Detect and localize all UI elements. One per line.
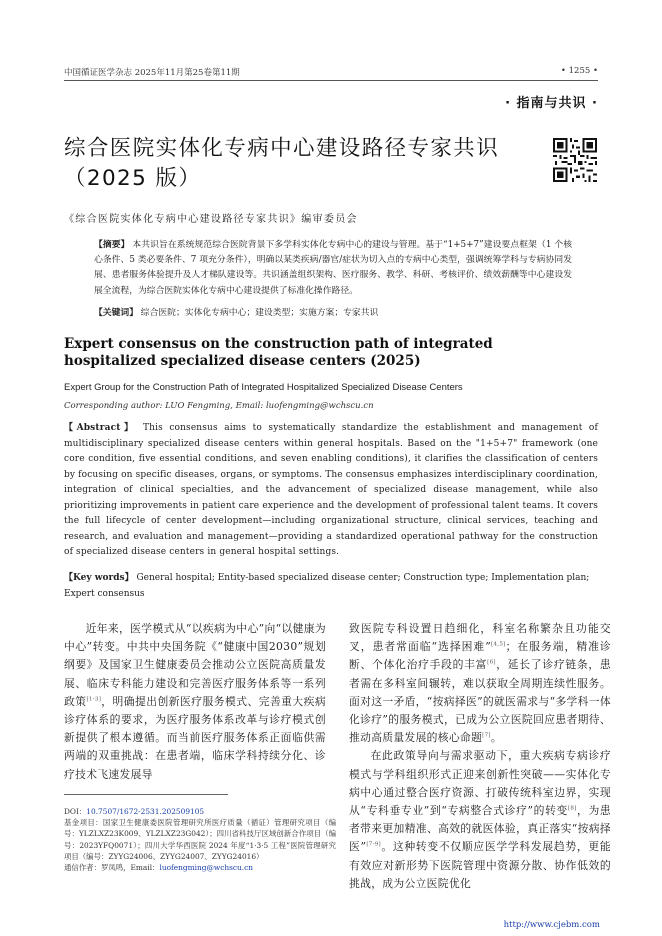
english-authors: Expert Group for the Construction Path of Integrated Hospitalized Specialized Disease Centers: [64, 382, 463, 393]
keywords-cn-label: 【关键词】: [94, 308, 138, 318]
citation[interactable]: [8]: [567, 805, 577, 812]
keywords-cn-text: 综合医院；实体化专病中心；建设类型；实施方案；专家共识: [138, 308, 379, 318]
section-tag: · 指南与共识 ·: [505, 96, 598, 111]
body-text: ，为患者带来更加精准、高效的就医体验，真正落实“按病择医”: [349, 804, 611, 854]
body-text: 。: [490, 731, 502, 745]
journal-website-link[interactable]: http://www.cjebm.com: [503, 920, 600, 930]
citation[interactable]: [4,5]: [491, 641, 506, 648]
keywords-en: [64, 571, 598, 602]
english-title: Expert consensus on the construction path of integrated hospitalized specialized disease centers (2025): [64, 336, 493, 369]
corresponding-author: Corresponding author: LUO Fengming, Email: luofengming@wchscu.cn: [64, 401, 374, 411]
header-divider: [64, 80, 598, 81]
citation[interactable]: [1-3]: [86, 696, 102, 703]
body-text: 致医院专科设置日趋细化，科室名称繁杂且功能交叉，患者常面临“选择困难”: [349, 622, 611, 654]
abstract-cn-label: 【摘要】: [94, 240, 130, 250]
page-number: • 1255 •: [560, 66, 598, 76]
citation[interactable]: [7]: [482, 732, 491, 739]
doi-label: DOI：: [64, 807, 87, 816]
abstract-en-text: This consensus aims to systematically standardize the establishment and management of multidisciplinary specialized disease centers within general hospitals. Based on the "1+5+7" framework (one core condition, five essential conditions, and seven enabling conditions), it clarifies the classification of centers by focusing on specific diseases, organs, or symptoms. The consensus emphasizes interdisciplinary coordination, integration of clinical specialties, and the advancement of specialized disease management, while also prioritizing improvements in patient care experience and the development of professional talent teams. It covers the full lifecycle of center development—including organizational structure, clinical services, teaching and research, and evaluation and management—providing a standardized operational pathway for the construction of specialized disease centers in general hospital settings.: [64, 423, 598, 558]
body-column-left: [64, 620, 326, 784]
contact-line: [64, 862, 336, 873]
keywords-cn: [94, 305, 572, 318]
contact-label: 通信作者：罗凤鸣，Email：: [64, 863, 160, 873]
body-text: ，延长了诊疗链条，患者需在多科室间辗转，难以获取全周期连续性服务。面对这一矛盾，“按病择医”的就医需求与“多学科一体化诊疗”的服务模式，已成为公立医院回应患者期待、推动高质量发展的核心命题: [349, 658, 611, 745]
body-text: ，明确提出创新医疗服务模式、完善重大疾病诊疗体系的要求，为医疗服务体系改革与诊疗模式创新提供了根本遵循。而当前医疗服务体系正面临供需两端的双重挑战：在患者端，临床学科持续分化、诊疗技术飞速发展导: [64, 694, 327, 781]
body-paragraph: [349, 620, 611, 747]
doi-link[interactable]: 10.7507/1672-2531.202509105: [86, 807, 205, 816]
citation[interactable]: [6]: [487, 659, 496, 666]
body-paragraph: [64, 620, 326, 784]
abstract-cn: [94, 238, 572, 299]
doi-line: [64, 806, 336, 817]
authors-cn: 《综合医院实体化专病中心建设路径专家共识》编审委员会: [64, 214, 358, 225]
body-paragraph: [349, 747, 611, 893]
article-title: 综合医院实体化专病中心建设路径专家共识（2025 版）: [64, 136, 500, 191]
keywords-en-label: 【Key words】: [64, 573, 134, 583]
citation[interactable]: [7-9]: [366, 841, 381, 848]
footnotes: [64, 806, 336, 873]
body-text: 在此政策导向与需求驱动下，重大疾病专病诊疗模式与学科组织形式正迎来创新性突破——实体化专病中心通过整合医疗资源、打破传统科室边界，实现从“专科垂专业”到“专病整合式诊疗”的转变: [349, 749, 611, 818]
body-column-right: [349, 620, 611, 893]
abstract-en: [64, 421, 598, 561]
body-text: 。这种转变不仅顺应医学学科发展趋势，更能有效应对新形势下医院管理中资源分散、协作低效的挑战，成为公立医院优化: [349, 840, 612, 890]
abstract-en-label: 【Abstract】: [64, 423, 137, 433]
keywords-en-text: General hospital; Entity-based specialized disease center; Construction type; Implementation plan; Expert consensus: [64, 573, 590, 599]
abstract-cn-text: 本共识旨在系统规范综合医院背景下多学科实体化专病中心的建设与管理。基于“1+5+7”建设要点框架（1 个核心条件、5 类必要条件、7 项充分条件），明确以某类疾病/器官/症状为切入点的专病中心类型，强调统筹学科与专病协同发展、患者服务体验提升及人才梯队建设等。共识涵盖组织架构、医疗服务、教学、科研、考核评价、绩效薪酬等中心建设发展全流程，为综合医院实体化专病中心建设提供了标准化操作路径。: [94, 240, 572, 296]
contact-email-link[interactable]: luofengming@wchscu.cn: [159, 863, 254, 873]
body-text: 近年来，医学模式从“以疾病为中心”向“以健康为中心”转变。中共中央国务院《“健康中国2030”规划纲要》及国家卫生健康委员会推动公立医院高质量发展、临床专科能力建设和完善医疗服务体系等一系列政策: [64, 622, 326, 708]
body-text: ；在服务端，精准诊断、个体化治疗手段的丰富: [349, 640, 611, 672]
funding-note: 基金项目：国家卫生健康委医院管理研究所医疗质量（循证）管理研究项目（编号：YLZLXZ23K009、YLZLXZ23G042）；四川省科技厅区域创新合作项目（编号：2023YFQ0071）；四川大学华西医院 2024 年度“1·3·5 工程”医院管理研究项目（编号：ZYYG24006、ZYYG24007、ZYYG24016）: [64, 818, 336, 861]
qr-code-icon: [553, 138, 597, 182]
journal-header: 中国循证医学杂志 2025年11月第25卷第11期: [64, 68, 240, 78]
footnote-divider: [64, 794, 228, 795]
